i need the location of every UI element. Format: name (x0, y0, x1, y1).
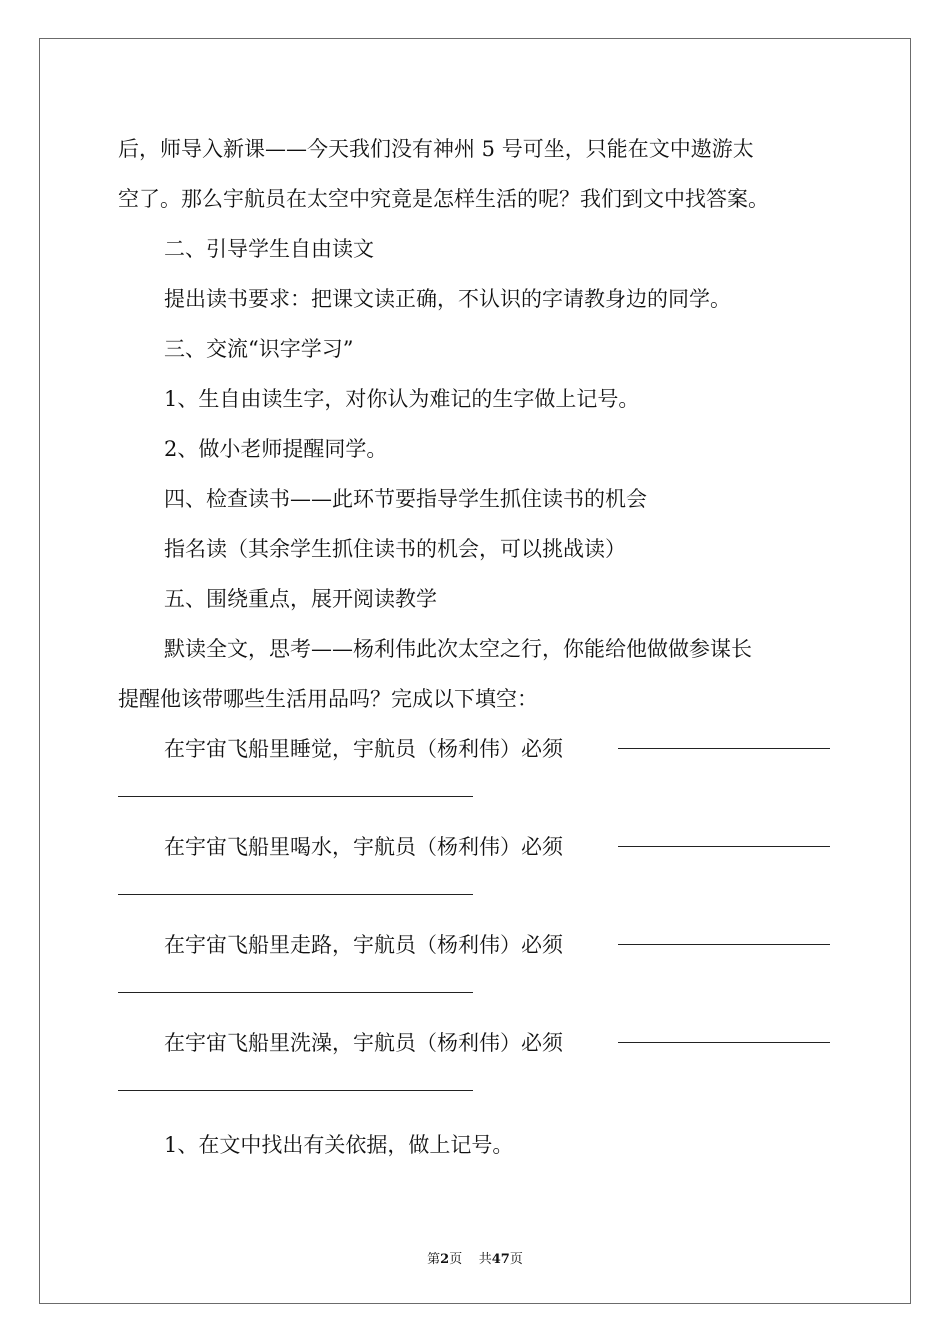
blank-line (618, 1042, 830, 1043)
paragraph-silent-reading-line-2: 提醒他该带哪些生活用品吗？完成以下填空： (118, 687, 538, 711)
step-2-little-teacher: 2、做小老师提醒同学。 (164, 437, 388, 461)
step-find-evidence: 1、在文中找出有关依据，做上记号。 (164, 1133, 514, 1157)
blank-line (118, 1090, 473, 1091)
fill-in-drinking: 在宇宙飞船里喝水，宇航员（杨利伟）必须 (164, 835, 563, 859)
footer-page-number: 2 (440, 1252, 450, 1267)
fill-in-sleeping: 在宇宙飞船里睡觉，宇航员（杨利伟）必须 (164, 737, 563, 761)
paragraph-silent-reading-line-1: 默读全文，思考——杨利伟此次太空之行，你能给他做做参谋长 (164, 637, 752, 661)
page-footer (0, 1248, 950, 1267)
blank-line (118, 992, 473, 993)
footer-total-suffix: 页 (509, 1252, 523, 1267)
page-border (39, 38, 911, 1304)
heading-section-3: 三、交流“识字学习” (164, 337, 354, 361)
paragraph-reading-requirement: 提出读书要求：把课文读正确，不认识的字请教身边的同学。 (164, 287, 731, 311)
fill-in-walking: 在宇宙飞船里走路，宇航员（杨利伟）必须 (164, 933, 563, 957)
heading-section-4: 四、检查读书——此环节要指导学生抓住读书的机会 (164, 487, 647, 511)
blank-line (118, 894, 473, 895)
footer-total-prefix: 共 (478, 1252, 492, 1267)
paragraph-intro-line-2: 空了。那么宇航员在太空中究竟是怎样生活的呢？我们到文中找答案。 (118, 187, 769, 211)
heading-section-5: 五、围绕重点，展开阅读教学 (164, 587, 437, 611)
fill-in-bathing: 在宇宙飞船里洗澡，宇航员（杨利伟）必须 (164, 1031, 563, 1055)
footer-page-suffix: 页 (449, 1252, 463, 1267)
blank-line (618, 944, 830, 945)
blank-line (618, 748, 830, 749)
blank-line (618, 846, 830, 847)
heading-section-2: 二、引导学生自由读文 (164, 237, 374, 261)
paragraph-named-reading: 指名读（其余学生抓住读书的机会，可以挑战读） (164, 537, 626, 561)
step-1-read-characters: 1、生自由读生字，对你认为难记的生字做上记号。 (164, 387, 640, 411)
footer-total-pages: 47 (491, 1252, 510, 1267)
footer-page-prefix: 第 (427, 1252, 441, 1267)
blank-line (118, 796, 473, 797)
paragraph-intro-line-1: 后，师导入新课——今天我们没有神州 5 号可坐，只能在文中遨游太 (118, 137, 754, 161)
